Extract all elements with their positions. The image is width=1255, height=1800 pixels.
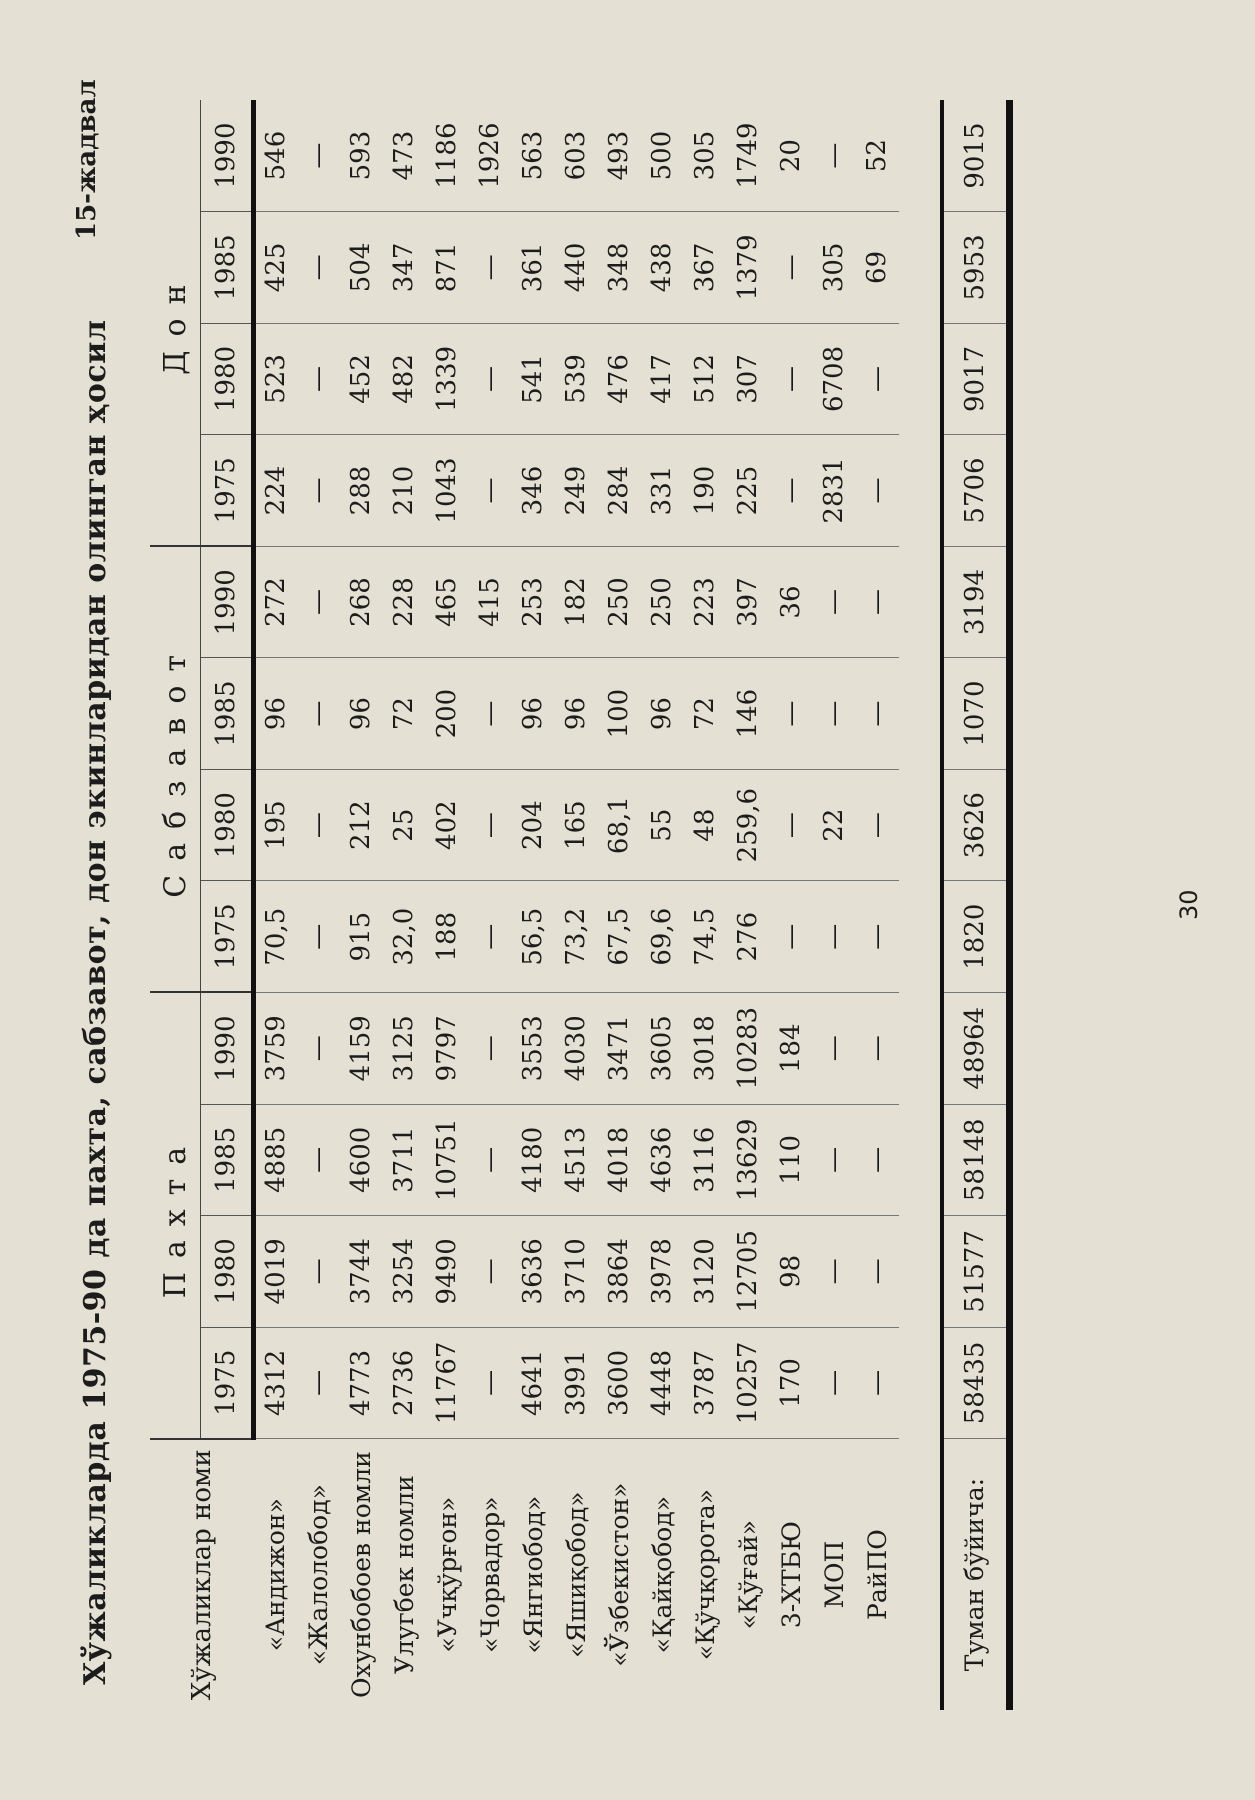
- cell-pakhta-1975: 3600: [598, 1327, 641, 1439]
- cell-pakhta-1990: 3018: [684, 992, 727, 1104]
- harvest-table: [150, 100, 1013, 1710]
- cell-don-1990: 546: [254, 100, 297, 212]
- cell-sabzavot-1985: —: [469, 658, 512, 770]
- cell-pakhta-1985: 4018: [598, 1104, 641, 1216]
- cell-don-1990: 9015: [942, 100, 1010, 212]
- cell-don-1990: 593: [340, 100, 383, 212]
- cell-don-1975: —: [770, 435, 813, 547]
- cell-don-1985: 871: [426, 212, 469, 324]
- cell-don-1980: —: [770, 323, 813, 435]
- cell-pakhta-1990: 4159: [340, 992, 383, 1104]
- cell-pakhta-1975: 3787: [684, 1327, 727, 1439]
- cell-don-1980: 539: [555, 323, 598, 435]
- cell-don-1980: 1339: [426, 323, 469, 435]
- page-number: 30: [1175, 889, 1203, 920]
- cell-sabzavot-1990: 250: [641, 546, 684, 658]
- header-year-sabzavot-3: 1990: [201, 546, 254, 658]
- cell-pakhta-1980: 4019: [254, 1216, 297, 1328]
- header-year-don-1: 1980: [201, 323, 254, 435]
- cell-sabzavot-1985: 1070: [942, 658, 1010, 770]
- farm-name: Охунбобоев номли: [346, 1451, 376, 1698]
- cell-sabzavot-1980: 204: [512, 769, 555, 881]
- cell-pakhta-1980: —: [469, 1216, 512, 1328]
- cell-sabzavot-1990: —: [813, 546, 856, 658]
- cell-don-1985: —: [469, 212, 512, 324]
- cell-sabzavot-1975: 32,0: [383, 881, 426, 993]
- table-row: [469, 100, 512, 1710]
- cell-don-1985: —: [297, 212, 340, 324]
- cell-don-1980: —: [297, 323, 340, 435]
- cell-pakhta-1985: 4513: [555, 1104, 598, 1216]
- cell-don-1975: 210: [383, 435, 426, 547]
- cell-sabzavot-1975: 276: [727, 881, 770, 993]
- cell-don-1990: —: [297, 100, 340, 212]
- cell-don-1990: 1186: [426, 100, 469, 212]
- cell-don-1985: 347: [383, 212, 426, 324]
- cell-sabzavot-1975: 188: [426, 881, 469, 993]
- cell-don-1990: —: [813, 100, 856, 212]
- cell-pakhta-1990: 3605: [641, 992, 684, 1104]
- cell-don-1990: 493: [598, 100, 641, 212]
- header-year-pakhta-1: 1980: [201, 1216, 254, 1328]
- cell-pakhta-1980: —: [813, 1216, 856, 1328]
- cell-pakhta-1990: 48964: [942, 992, 1010, 1104]
- cell-don-1990: 305: [684, 100, 727, 212]
- cell-pakhta-1990: —: [813, 992, 856, 1104]
- cell-don-1980: 482: [383, 323, 426, 435]
- cell-sabzavot-1975: 1820: [942, 881, 1010, 993]
- table-row: [727, 100, 770, 1710]
- cell-sabzavot-1980: 25: [383, 769, 426, 881]
- cell-sabzavot-1985: 200: [426, 658, 469, 770]
- cell-pakhta-1985: 3711: [383, 1104, 426, 1216]
- farm-name: МОП: [819, 1540, 849, 1609]
- cell-pakhta-1980: 3710: [555, 1216, 598, 1328]
- cell-don-1985: 425: [254, 212, 297, 324]
- cell-sabzavot-1980: —: [856, 769, 899, 881]
- cell-sabzavot-1980: 402: [426, 769, 469, 881]
- cell-sabzavot-1975: —: [856, 881, 899, 993]
- cell-pakhta-1985: —: [813, 1104, 856, 1216]
- table-label: 15-жадвал: [72, 79, 102, 240]
- cell-pakhta-1990: 3471: [598, 992, 641, 1104]
- cell-pakhta-1990: —: [297, 992, 340, 1104]
- cell-don-1990: 500: [641, 100, 684, 212]
- header-farm-name: Хўжаликлар номи: [186, 1449, 217, 1701]
- cell-pakhta-1985: 4180: [512, 1104, 555, 1216]
- table-row: [856, 100, 899, 1710]
- cell-sabzavot-1980: 3626: [942, 769, 1010, 881]
- cell-pakhta-1980: 3864: [598, 1216, 641, 1328]
- cell-don-1975: 2831: [813, 435, 856, 547]
- cell-don-1980: 476: [598, 323, 641, 435]
- cell-sabzavot-1980: 68,1: [598, 769, 641, 881]
- cell-pakhta-1980: 51577: [942, 1216, 1010, 1328]
- cell-pakhta-1980: 3254: [383, 1216, 426, 1328]
- farm-name: «Учқўрғон»: [432, 1496, 462, 1653]
- header-year-pakhta-2: 1985: [201, 1104, 254, 1216]
- cell-don-1975: 346: [512, 435, 555, 547]
- cell-don-1980: 307: [727, 323, 770, 435]
- cell-sabzavot-1990: —: [297, 546, 340, 658]
- cell-pakhta-1990: 4030: [555, 992, 598, 1104]
- cell-don-1980: 9017: [942, 323, 1010, 435]
- header-group-pakhta: Пахта: [150, 992, 201, 1438]
- farm-name: «Қўғай»: [733, 1519, 763, 1630]
- cell-pakhta-1980: 9490: [426, 1216, 469, 1328]
- table-row: [598, 100, 641, 1710]
- cell-don-1975: —: [469, 435, 512, 547]
- cell-don-1985: —: [770, 212, 813, 324]
- farm-name: «Яшиқобод»: [561, 1491, 591, 1658]
- cell-pakhta-1975: 4773: [340, 1327, 383, 1439]
- cell-pakhta-1985: 13629: [727, 1104, 770, 1216]
- document-title: Хўжаликларда 1975-90 да пахта, сабзавот, дон экинларидан олинган ҳосил: [78, 319, 113, 1685]
- cell-sabzavot-1985: 96: [254, 658, 297, 770]
- cell-pakhta-1975: 4312: [254, 1327, 297, 1439]
- cell-don-1980: 6708: [813, 323, 856, 435]
- cell-sabzavot-1985: 96: [555, 658, 598, 770]
- cell-sabzavot-1985: 96: [641, 658, 684, 770]
- table-row: [641, 100, 684, 1710]
- header-year-sabzavot-2: 1985: [201, 658, 254, 770]
- header-group-don: Дон: [150, 100, 201, 546]
- cell-don-1985: 440: [555, 212, 598, 324]
- spacer-cell: [899, 100, 942, 1710]
- cell-don-1980: —: [856, 323, 899, 435]
- cell-sabzavot-1985: 72: [684, 658, 727, 770]
- cell-pakhta-1990: 10283: [727, 992, 770, 1104]
- cell-pakhta-1980: 3120: [684, 1216, 727, 1328]
- cell-pakhta-1985: 3116: [684, 1104, 727, 1216]
- cell-pakhta-1975: —: [297, 1327, 340, 1439]
- cell-sabzavot-1975: 67,5: [598, 881, 641, 993]
- cell-sabzavot-1990: 465: [426, 546, 469, 658]
- cell-pakhta-1990: 3759: [254, 992, 297, 1104]
- cell-pakhta-1985: 110: [770, 1104, 813, 1216]
- cell-sabzavot-1985: —: [856, 658, 899, 770]
- table-row: [254, 100, 297, 1710]
- cell-don-1990: 1749: [727, 100, 770, 212]
- cell-pakhta-1980: 3636: [512, 1216, 555, 1328]
- cell-sabzavot-1985: 146: [727, 658, 770, 770]
- cell-don-1980: 452: [340, 323, 383, 435]
- cell-pakhta-1990: 3125: [383, 992, 426, 1104]
- cell-don-1990: 473: [383, 100, 426, 212]
- cell-don-1990: 52: [856, 100, 899, 212]
- cell-pakhta-1975: 11767: [426, 1327, 469, 1439]
- cell-sabzavot-1990: —: [856, 546, 899, 658]
- header-group-sabzavot: Сабзавот: [150, 546, 201, 992]
- cell-sabzavot-1990: 415: [469, 546, 512, 658]
- cell-sabzavot-1985: —: [770, 658, 813, 770]
- cell-pakhta-1985: —: [297, 1104, 340, 1216]
- cell-don-1990: 563: [512, 100, 555, 212]
- cell-don-1985: 305: [813, 212, 856, 324]
- farm-name: Улугбек номли: [389, 1475, 419, 1675]
- cell-pakhta-1990: —: [856, 992, 899, 1104]
- cell-sabzavot-1980: 212: [340, 769, 383, 881]
- cell-pakhta-1990: 3553: [512, 992, 555, 1104]
- cell-don-1980: 523: [254, 323, 297, 435]
- farm-name: «Чорвадор»: [475, 1496, 505, 1653]
- cell-don-1980: —: [469, 323, 512, 435]
- cell-don-1975: —: [297, 435, 340, 547]
- table-row: [684, 100, 727, 1710]
- cell-don-1980: 512: [684, 323, 727, 435]
- farm-name: «Қайқобод»: [647, 1495, 677, 1654]
- cell-sabzavot-1975: —: [297, 881, 340, 993]
- cell-don-1985: 348: [598, 212, 641, 324]
- cell-sabzavot-1990: 3194: [942, 546, 1010, 658]
- farm-name: «Янгиобод»: [518, 1495, 548, 1654]
- spacer-row: [899, 100, 942, 1710]
- table-row: [426, 100, 469, 1710]
- cell-sabzavot-1990: 268: [340, 546, 383, 658]
- total-row: [942, 100, 1010, 1710]
- cell-pakhta-1975: 4641: [512, 1327, 555, 1439]
- cell-pakhta-1980: 3744: [340, 1216, 383, 1328]
- cell-sabzavot-1980: 195: [254, 769, 297, 881]
- cell-sabzavot-1975: 915: [340, 881, 383, 993]
- header-year-sabzavot-1: 1980: [201, 769, 254, 881]
- cell-sabzavot-1980: —: [770, 769, 813, 881]
- farm-name: РайПО: [862, 1529, 892, 1620]
- farm-name: «Қўчқорота»: [690, 1489, 720, 1661]
- cell-don-1985: 438: [641, 212, 684, 324]
- cell-pakhta-1990: —: [469, 992, 512, 1104]
- table-row: [813, 100, 856, 1710]
- cell-pakhta-1975: —: [856, 1327, 899, 1439]
- cell-don-1975: 284: [598, 435, 641, 547]
- cell-pakhta-1975: 2736: [383, 1327, 426, 1439]
- cell-pakhta-1985: —: [469, 1104, 512, 1216]
- cell-pakhta-1975: —: [813, 1327, 856, 1439]
- cell-don-1985: 69: [856, 212, 899, 324]
- cell-pakhta-1975: —: [469, 1327, 512, 1439]
- cell-don-1985: 5953: [942, 212, 1010, 324]
- table-row: [340, 100, 383, 1710]
- table-row: [770, 100, 813, 1710]
- cell-sabzavot-1975: —: [770, 881, 813, 993]
- cell-don-1985: 367: [684, 212, 727, 324]
- cell-pakhta-1990: 184: [770, 992, 813, 1104]
- cell-pakhta-1980: 12705: [727, 1216, 770, 1328]
- table-row: [383, 100, 426, 1710]
- cell-pakhta-1985: 4885: [254, 1104, 297, 1216]
- cell-don-1980: 417: [641, 323, 684, 435]
- farm-name: «Ўзбекистон»: [604, 1482, 634, 1667]
- cell-sabzavot-1985: 72: [383, 658, 426, 770]
- cell-sabzavot-1990: 397: [727, 546, 770, 658]
- header-year-don-3: 1990: [201, 100, 254, 212]
- cell-don-1980: 541: [512, 323, 555, 435]
- cell-pakhta-1985: 4600: [340, 1104, 383, 1216]
- cell-don-1975: 1043: [426, 435, 469, 547]
- cell-don-1975: 225: [727, 435, 770, 547]
- cell-sabzavot-1975: 69,6: [641, 881, 684, 993]
- cell-sabzavot-1980: 22: [813, 769, 856, 881]
- cell-sabzavot-1975: 74,5: [684, 881, 727, 993]
- cell-don-1990: 603: [555, 100, 598, 212]
- cell-pakhta-1980: —: [856, 1216, 899, 1328]
- farm-name: 3-ХТБЮ: [776, 1521, 806, 1629]
- cell-sabzavot-1980: 165: [555, 769, 598, 881]
- cell-sabzavot-1985: 96: [340, 658, 383, 770]
- cell-sabzavot-1980: —: [297, 769, 340, 881]
- cell-sabzavot-1975: 73,2: [555, 881, 598, 993]
- table-body: [254, 100, 1010, 1710]
- cell-sabzavot-1990: 253: [512, 546, 555, 658]
- cell-sabzavot-1990: 182: [555, 546, 598, 658]
- farm-name: Туман бўйича:: [942, 1439, 1010, 1710]
- table-row: [555, 100, 598, 1710]
- cell-don-1990: 1926: [469, 100, 512, 212]
- cell-sabzavot-1985: 96: [512, 658, 555, 770]
- cell-pakhta-1980: —: [297, 1216, 340, 1328]
- cell-don-1985: 504: [340, 212, 383, 324]
- cell-sabzavot-1975: —: [813, 881, 856, 993]
- cell-sabzavot-1990: 250: [598, 546, 641, 658]
- cell-don-1975: —: [856, 435, 899, 547]
- header-year-don-2: 1985: [201, 212, 254, 324]
- cell-sabzavot-1980: 55: [641, 769, 684, 881]
- cell-sabzavot-1985: 100: [598, 658, 641, 770]
- cell-sabzavot-1975: 70,5: [254, 881, 297, 993]
- farm-name: «Андижон»: [260, 1498, 290, 1652]
- farm-name: «Жалолобод»: [303, 1484, 333, 1666]
- cell-pakhta-1975: 3991: [555, 1327, 598, 1439]
- cell-sabzavot-1975: —: [469, 881, 512, 993]
- cell-sabzavot-1985: —: [813, 658, 856, 770]
- header-year-pakhta-0: 1975: [201, 1327, 254, 1439]
- cell-don-1990: 20: [770, 100, 813, 212]
- cell-don-1985: 361: [512, 212, 555, 324]
- cell-pakhta-1975: 10257: [727, 1327, 770, 1439]
- cell-pakhta-1985: —: [856, 1104, 899, 1216]
- cell-sabzavot-1990: 228: [383, 546, 426, 658]
- cell-sabzavot-1980: —: [469, 769, 512, 881]
- cell-sabzavot-1980: 259,6: [727, 769, 770, 881]
- cell-sabzavot-1990: 223: [684, 546, 727, 658]
- cell-don-1975: 224: [254, 435, 297, 547]
- cell-sabzavot-1990: 272: [254, 546, 297, 658]
- header-year-sabzavot-0: 1975: [201, 881, 254, 993]
- cell-pakhta-1975: 4448: [641, 1327, 684, 1439]
- cell-pakhta-1985: 58148: [942, 1104, 1010, 1216]
- cell-pakhta-1985: 4636: [641, 1104, 684, 1216]
- cell-don-1975: 288: [340, 435, 383, 547]
- cell-don-1975: 249: [555, 435, 598, 547]
- header-year-pakhta-3: 1990: [201, 992, 254, 1104]
- cell-don-1975: 5706: [942, 435, 1010, 547]
- cell-pakhta-1990: 9797: [426, 992, 469, 1104]
- cell-sabzavot-1975: 56,5: [512, 881, 555, 993]
- cell-pakhta-1980: 98: [770, 1216, 813, 1328]
- table-row: [297, 100, 340, 1710]
- cell-sabzavot-1990: 36: [770, 546, 813, 658]
- cell-pakhta-1975: 58435: [942, 1327, 1010, 1439]
- cell-don-1985: 1379: [727, 212, 770, 324]
- cell-pakhta-1985: 10751: [426, 1104, 469, 1216]
- cell-don-1975: 190: [684, 435, 727, 547]
- cell-pakhta-1975: 170: [770, 1327, 813, 1439]
- cell-don-1975: 331: [641, 435, 684, 547]
- cell-pakhta-1980: 3978: [641, 1216, 684, 1328]
- header-year-don-0: 1975: [201, 435, 254, 547]
- cell-sabzavot-1980: 48: [684, 769, 727, 881]
- cell-sabzavot-1985: —: [297, 658, 340, 770]
- table-row: [512, 100, 555, 1710]
